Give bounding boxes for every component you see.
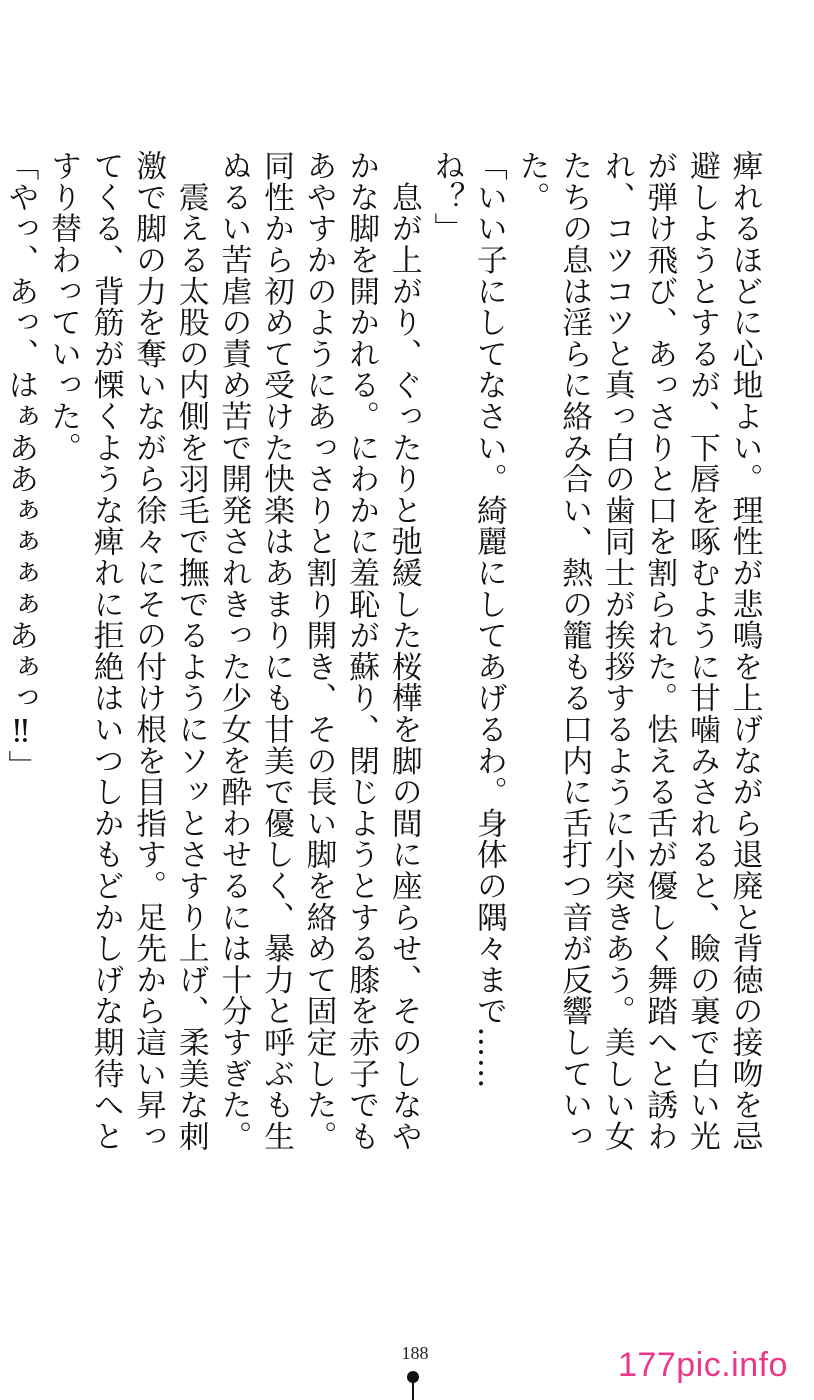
paragraph-2-dialogue: 「いい子にしてなさい。綺麗にしてあげるわ。身体の隅々まで……ね？」 — [428, 150, 508, 1089]
paragraph-1: 痺れるほどに心地よい。理性が悲鳴を上げながら退廃と背徳の接吻を忌避しようとするが、下唇を啄むように甘噛みされると、瞼の裏で白い光が弾け飛び、あっさりと口を割られた。怯える舌が優しく舞踏へと誘われ、コツコツと真っ白の歯同士が挨拶するように小突きあう。美しい女たちの息は淫らに絡み合い、熱の籠もる口内に舌打つ音が反響していった。 — [514, 150, 763, 1152]
body-text — [2, 150, 766, 1160]
paragraph-4: 震える太股の内側を羽毛で撫でるようにソッとさすり上げ、柔美な刺激で脚の力を奪いながら徐々にその付け根を目指す。足先から這い昇ってくる、背筋が慄くような痺れに拒絶はいつしかもどかしげな期待へとすり替わっていった。 — [45, 150, 210, 1152]
paragraph-3: 息が上がり、ぐったりと弛緩した桜樺を脚の間に座らせ、そのしなやかな脚を開かれる。にわかに羞恥が蘇り、閉じようとする膝を赤子でもあやすかのようにあっさりと割り開き、その長い脚を絡めて固定した。同性から初めて受けた快楽はあまりにも甘美で優しく、暴力と呼ぶも生ぬるい苦虐の責め苦で開発されきった少女を酔わせるには十分すぎた。 — [215, 150, 423, 1152]
watermark-text: 177pic.info — [618, 1346, 788, 1384]
paragraph-5-dialogue: 「やっ、あっ、はぁああぁぁぁぁあぁっ‼」 — [2, 150, 39, 782]
page-number: 188 — [401, 1343, 429, 1363]
bookmark-line — [412, 1382, 414, 1400]
